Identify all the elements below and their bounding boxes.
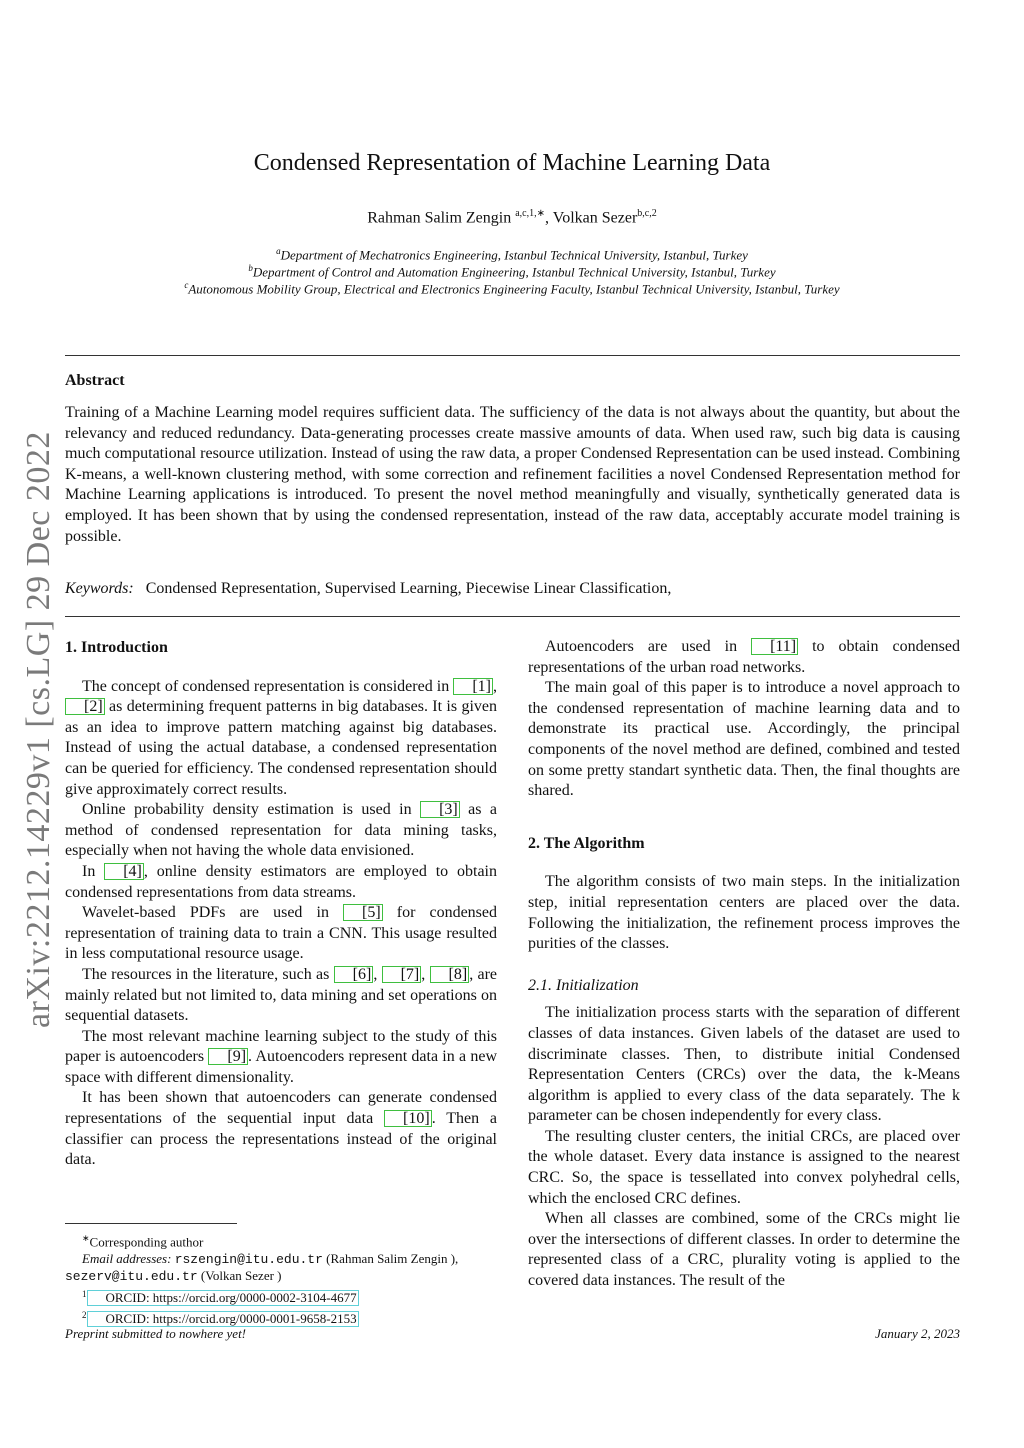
author-name: Rahman Salim Zengin (367, 209, 512, 227)
paragraph-text: for condensed representation of training data to train a CNN. This usage resulted in less computational resource usage. (65, 904, 498, 963)
preprint-date: January 2, 2023 (875, 1326, 960, 1341)
footnote-emails (65, 1251, 497, 1286)
preprint-note: Preprint submitted to nowhere yet! (65, 1326, 247, 1341)
section-heading-introduction: 1. Introduction (65, 639, 168, 656)
citation-link[interactable]: [5] (343, 904, 383, 921)
paragraph (65, 965, 497, 1027)
paragraph (528, 637, 960, 678)
citation-link[interactable]: [1] (453, 678, 493, 695)
affiliation (0, 280, 1024, 297)
paper-title: Condensed Representation of Machine Learning Data (253, 150, 771, 176)
email-owner: (Volkan Sezer ) (197, 1268, 282, 1284)
author-affiliation-marks: b,c,2 (637, 208, 657, 219)
footnote-text: Corresponding author (89, 1234, 204, 1250)
citation-link[interactable]: [6] (334, 966, 374, 983)
left-column (65, 636, 497, 1171)
top-divider (65, 355, 960, 356)
affiliation-mark: c (184, 280, 189, 290)
paragraph-text: The concept of condensed representation is considered in (82, 677, 454, 695)
affiliation-mark: a (276, 246, 281, 256)
paragraph-text: as determining frequent patterns in big databases. It is given as an idea to improve pattern matching against big databases. Instead of using the actual database, a condensed representation can be queried for efficiency. The condensed representation should give approximately correct results. (65, 698, 497, 798)
paragraph: When all classes are combined, some of the CRCs might lie over the intersections of different classes. In order to determine the represented class of a CRC, plurality voting is applied to the covered data instances. The result of the (528, 1210, 960, 1290)
abstract-divider (65, 616, 960, 617)
email-link[interactable]: sezerv@itu.edu.tr (65, 1269, 198, 1285)
citation-link[interactable]: [8] (430, 966, 470, 983)
paragraph-text: Online probability density estimation is used in (82, 801, 421, 819)
keywords-value: Condensed Representation, Supervised Learning, Piecewise Linear Classification, (145, 580, 672, 597)
citation-link[interactable]: [2] (65, 698, 105, 715)
email-owner: (Rahman Salim Zengin ), (322, 1250, 459, 1266)
paragraph-text: as a method of condensed representation for data mining tasks, especially when not having the whole data envisioned. (65, 801, 497, 860)
paragraph-text: . Autoencoders represent data in a new space with different dimensionality. (65, 1048, 498, 1086)
paragraph-text: , are mainly related but not limited to, data mining and set operations on sequential datasets. (65, 965, 497, 1025)
paragraph-text: , online density estimators are employed to obtain condensed representations from data streams. (65, 862, 497, 901)
footnote-divider (65, 1223, 237, 1224)
footnote-corresponding (65, 1230, 497, 1251)
affiliation-text: Autonomous Mobility Group, Electrical and Electronics Engineering Faculty, Istanbul Technical University, Istanbul, Turkey (188, 281, 840, 297)
citation-link[interactable]: [9] (208, 1048, 248, 1065)
arxiv-identifier-stamp[interactable]: arXiv:2212.14229v1 [cs.LG] 29 Dec 2022 (20, 431, 57, 1028)
footnote-mark: 1 (82, 1288, 87, 1299)
paragraph (65, 677, 497, 801)
author-list (0, 208, 1024, 227)
keywords (65, 580, 960, 598)
footnote-orcid (65, 1307, 497, 1328)
author-affiliation-marks: a,c,1,∗ (515, 208, 545, 219)
paragraph (65, 903, 497, 965)
paragraph: The main goal of this paper is to introduce a novel approach to the condensed representation of machine learning data and to demonstrate its practical use. Accordingly, the principal components of the novel method are defined, combined and tested on some pretty standart synthetic data. Then, the final thoughts are shared. (528, 679, 960, 800)
paragraph-text: , (421, 965, 430, 983)
paragraph-text: , (493, 677, 497, 695)
paragraph-text: The most relevant machine learning subject to the study of this paper is autoencoders (65, 1027, 497, 1066)
citation-link[interactable]: [3] (420, 801, 460, 818)
affiliation (0, 246, 1024, 263)
citation-link[interactable]: [4] (104, 863, 144, 880)
affiliation-mark: b (248, 263, 253, 273)
paragraph-text: to obtain condensed representations of the urban road networks. (528, 638, 961, 676)
paragraph: The initialization process starts with the separation of different classes of data instances. Given labels of the dataset are used to discriminate classes. Then, to distribute initial Condensed Representation Centers (CRCs) over the data, the k-Means algorithm is applied to every class of the data separately. The k parameter can be chosen independently for every class. (528, 1004, 960, 1125)
orcid-link[interactable]: ORCID: https://orcid.org/0000-0002-3104-4677 (87, 1290, 359, 1306)
affiliation-text: Department of Mechatronics Engineering, Istanbul Technical University, Istanbul, Turkey (280, 247, 748, 263)
keywords-label: Keywords: (65, 580, 134, 597)
paragraph: The resulting cluster centers, the initial CRCs, are placed over the whole dataset. Every data instance is assigned to the nearest CRC. So, the space is tessellated into convex polyhedral cells, which the enclosed CRC defines. (528, 1127, 960, 1207)
footnotes (65, 1223, 497, 1327)
orcid-link[interactable]: ORCID: https://orcid.org/0000-0001-9658-2153 (87, 1311, 359, 1327)
footnote-mark: ∗ (82, 1233, 90, 1243)
section-heading-algorithm: 2. The Algorithm (528, 834, 645, 852)
paragraph-text: Autoencoders are used in (545, 638, 752, 655)
paragraph-text: The resources in the literature, such as (82, 965, 334, 983)
author-name: Volkan Sezer (552, 209, 638, 227)
paragraph-text: . Then a classifier can process the representations instead of the original data. (65, 1110, 498, 1169)
email-link[interactable]: rszengin@itu.edu.tr (174, 1251, 323, 1267)
paragraph (65, 800, 497, 862)
paragraph (65, 1088, 497, 1170)
citation-link[interactable]: [11] (751, 638, 798, 655)
affiliation (0, 263, 1024, 280)
paragraph: The algorithm consists of two main steps. In the initialization step, initial representation centers are placed over the data. Following the initialization, the refinement process improves the purities of the classes. (528, 873, 960, 953)
paragraph-text: Wavelet-based PDFs are used in (82, 904, 344, 922)
author-separator: , (545, 209, 553, 227)
subsection-heading-initialization: 2.1. Initialization (528, 976, 639, 994)
citation-link[interactable]: [10] (384, 1110, 432, 1127)
affiliation-text: Department of Control and Automation Engineering, Istanbul Technical University, Istanbul, Turkey (252, 264, 776, 280)
footnote-mark: 2 (82, 1309, 87, 1320)
abstract-body: Training of a Machine Learning model requires sufficient data. The sufficiency of the data is not always about the quantity, but about the relevancy and reduced redundancy. Data-generating processes create massive amounts of data. When used raw, such big data is causing much computational resource utilization. Instead of using the raw data, a proper Condensed Representation can be used instead. Combining K-means, a well-known clustering method, with some correction and refinement facilities a novel Condensed Representation method for Machine Learning applications is introduced. To present the novel method meaningfully and visually, synthetically generated data is employed. It has been shown that by using the condensed representation, instead of the raw data, acceptably accurate model training is possible. (65, 404, 960, 545)
abstract-heading: Abstract (65, 372, 125, 389)
paragraph (65, 1027, 497, 1089)
right-column (528, 636, 960, 1292)
paragraph-text: It has been shown that autoencoders can generate condensed representations of the sequential input data (65, 1089, 497, 1128)
citation-link[interactable]: [7] (382, 966, 422, 983)
footnote-orcid (65, 1286, 497, 1307)
paragraph-text: In (82, 862, 105, 880)
paragraph-text: , (373, 965, 382, 983)
paragraph (65, 862, 497, 903)
email-label: Email addresses: (82, 1250, 172, 1266)
